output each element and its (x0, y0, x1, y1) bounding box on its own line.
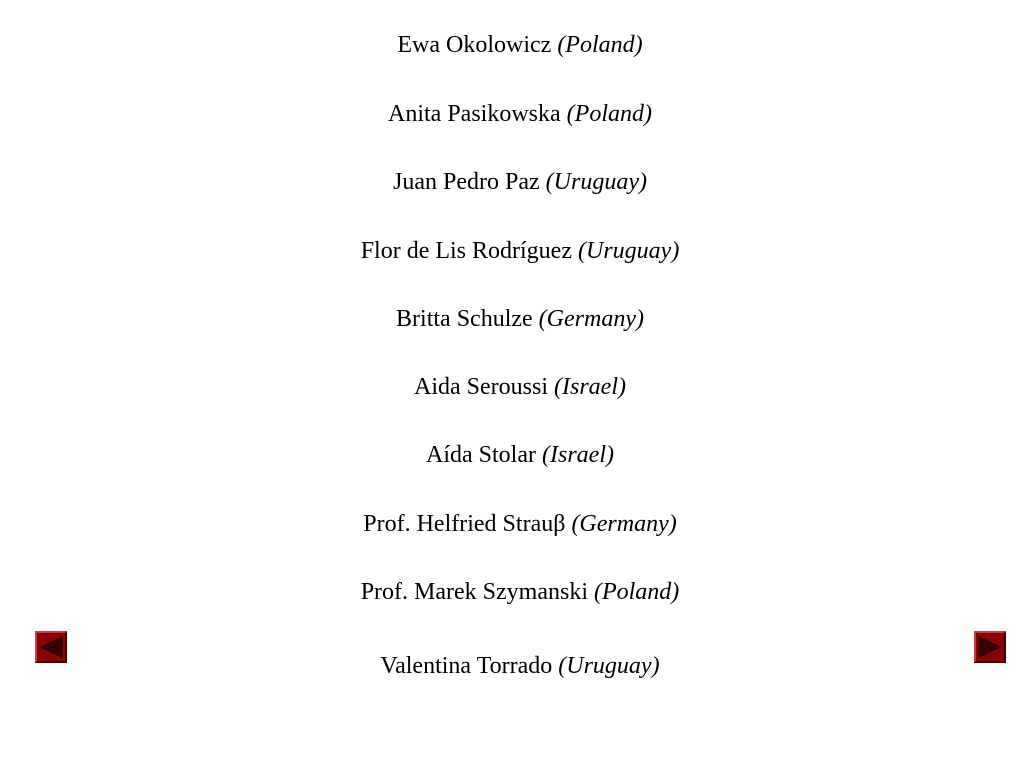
participant-entry (0, 510, 1024, 538)
participant-country: (Poland) (557, 32, 643, 58)
participant-name: Juan Pedro Paz (393, 169, 540, 195)
participant-country: (Uruguay) (578, 238, 680, 264)
previous-slide-button[interactable] (35, 631, 67, 663)
participant-name: Flor de Lis Rodríguez (360, 238, 572, 264)
participant-name: Prof. Marek Szymanski (360, 579, 588, 605)
participant-country: (Israel) (542, 442, 614, 468)
participant-country: (Uruguay) (545, 169, 647, 195)
participant-country: (Germany) (538, 306, 644, 332)
participant-name: Aída Stolar (426, 442, 536, 468)
participant-entry (0, 168, 1024, 196)
participant-name: Britta Schulze (396, 306, 533, 332)
participant-entry (0, 373, 1024, 401)
participant-name: Ewa Okolowicz (397, 32, 552, 58)
participant-entry (0, 652, 1024, 680)
participant-country: (Israel) (554, 374, 626, 400)
participant-entry (0, 441, 1024, 469)
participant-country: (Germany) (571, 511, 677, 537)
participant-name: Aida Seroussi (414, 374, 548, 400)
participant-entry (0, 305, 1024, 333)
participant-entry (0, 578, 1024, 606)
participant-country: (Poland) (566, 101, 652, 127)
participant-name: Valentina Torrado (380, 653, 553, 679)
participant-name: Prof. Helfried Strauβ (363, 511, 566, 537)
participant-entry (0, 100, 1024, 128)
triangle-right-icon (976, 633, 1004, 661)
participant-entry (0, 31, 1024, 59)
triangle-left-icon (37, 633, 65, 661)
participant-entry (0, 237, 1024, 265)
participant-country: (Poland) (593, 579, 680, 605)
participant-country: (Uruguay) (558, 653, 660, 679)
next-slide-button[interactable] (974, 631, 1006, 663)
participant-name: Anita Pasikowska (388, 101, 561, 127)
